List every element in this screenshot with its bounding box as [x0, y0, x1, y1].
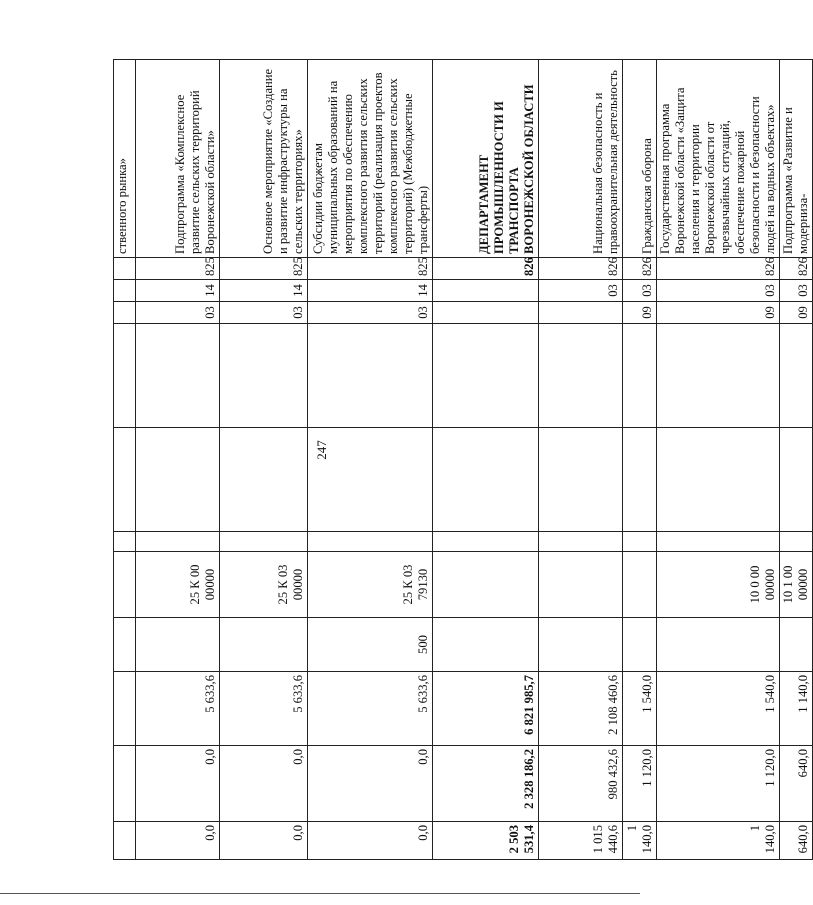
col-blank-1	[539, 428, 623, 532]
col-target-code: 25 К 03 00000	[220, 552, 308, 618]
col-expense-type	[539, 618, 623, 672]
table-row	[433, 60, 539, 860]
col-ministry-code: 825	[220, 258, 308, 280]
col-value-3: 0,0	[308, 822, 433, 860]
col-section: 14	[136, 280, 220, 302]
col-name: Подпрограмма «Комплексное развитие сельских территорий Воронежской области»	[136, 60, 220, 258]
col-blank-2	[623, 324, 657, 428]
col-ministry-code: 825	[308, 258, 433, 280]
col-name: Подпрограмма «Развитие и модерниза-	[780, 60, 813, 258]
col-expense-type	[657, 618, 780, 672]
table-row	[308, 60, 433, 860]
col-blank-1	[220, 428, 308, 532]
col-value-1: 5 633,6	[308, 672, 433, 746]
col-gutter	[623, 532, 657, 552]
table-row	[136, 60, 220, 860]
table-row	[657, 60, 780, 860]
col-gutter	[114, 532, 136, 552]
rotated-table-container	[113, 60, 810, 860]
col-value-2: 2 328 186,2	[433, 746, 539, 822]
col-value-1: 5 633,6	[220, 672, 308, 746]
col-blank-1	[136, 428, 220, 532]
col-value-3: 1 140,0	[657, 822, 780, 860]
col-gutter	[433, 532, 539, 552]
col-ministry-code: 826	[623, 258, 657, 280]
col-blank-2	[780, 324, 813, 428]
col-section	[114, 280, 136, 302]
col-blank-2	[308, 324, 433, 428]
col-target-code	[539, 552, 623, 618]
col-subsection: 09	[623, 302, 657, 324]
col-expense-type	[114, 618, 136, 672]
col-subsection: 09	[780, 302, 813, 324]
col-subsection: 03	[308, 302, 433, 324]
col-name: Гражданская оборона	[623, 60, 657, 258]
col-value-3: 2 503 531,4	[433, 822, 539, 860]
col-target-code: 10 0 00 00000	[657, 552, 780, 618]
col-gutter	[539, 532, 623, 552]
col-value-1	[114, 672, 136, 746]
col-section: 03	[780, 280, 813, 302]
col-subsection	[433, 302, 539, 324]
col-section: 03	[539, 280, 623, 302]
budget-table	[113, 59, 813, 860]
col-blank-2	[539, 324, 623, 428]
col-ministry-code: 826	[657, 258, 780, 280]
col-target-code	[114, 552, 136, 618]
col-name: Государственная программа Воронежской области «Защита населения и территории Воронежской области от чрезвычайных ситуаций, обеспечение пожарной безопасности и безопасности людей на водных объектах»	[657, 60, 780, 258]
col-subsection: 03	[220, 302, 308, 324]
col-value-3: 0,0	[220, 822, 308, 860]
col-blank-2	[114, 324, 136, 428]
col-blank-1	[433, 428, 539, 532]
col-name: Субсидии бюджетам муниципальных образований на мероприятия по обеспечению комплексного развития сельских территорий (реализация проектов комплексного развития сельских территорий) (Межбюджетные трансферты)	[308, 60, 433, 258]
col-expense-type	[220, 618, 308, 672]
table-row	[114, 60, 136, 860]
col-gutter	[308, 532, 433, 552]
col-value-1: 1 140,0	[780, 672, 813, 746]
col-expense-type	[623, 618, 657, 672]
col-ministry-code	[114, 258, 136, 280]
col-subsection	[114, 302, 136, 324]
col-gutter	[657, 532, 780, 552]
col-expense-type: 500	[308, 618, 433, 672]
col-value-3: 1 015 440,6	[539, 822, 623, 860]
table-row	[780, 60, 813, 860]
col-section: 14	[220, 280, 308, 302]
col-target-code: 10 1 00 00000	[780, 552, 813, 618]
col-expense-type	[780, 618, 813, 672]
page-number: 247	[314, 440, 329, 460]
table-row	[220, 60, 308, 860]
col-target-code: 25 К 03 79130	[308, 552, 433, 618]
col-blank-1	[657, 428, 780, 532]
col-blank-2	[220, 324, 308, 428]
col-name: ДЕПАРТАМЕНТ ПРОМЫШЛЕННОСТИ И ТРАНСПОРТА ВОРОНЕЖСКОЙ ОБЛАСТИ	[433, 60, 539, 258]
col-value-2: 640,0	[780, 746, 813, 822]
col-gutter	[220, 532, 308, 552]
col-subsection	[539, 302, 623, 324]
col-target-code: 25 К 00 00000	[136, 552, 220, 618]
col-gutter	[136, 532, 220, 552]
col-value-2: 0,0	[308, 746, 433, 822]
bottom-rule	[0, 893, 640, 894]
col-value-1: 2 108 460,6	[539, 672, 623, 746]
col-ministry-code: 825	[136, 258, 220, 280]
col-name: Основное мероприятие «Создание и развитие инфраструктуры на сельских территориях»	[220, 60, 308, 258]
col-value-2: 1 120,0	[623, 746, 657, 822]
col-name: ственного рынка»	[114, 60, 136, 258]
col-blank-1	[308, 428, 433, 532]
col-subsection: 03	[136, 302, 220, 324]
col-target-code	[433, 552, 539, 618]
table-row	[539, 60, 623, 860]
col-value-1: 5 633,6	[136, 672, 220, 746]
col-blank-2	[657, 324, 780, 428]
col-section: 03	[657, 280, 780, 302]
col-blank-2	[136, 324, 220, 428]
col-ministry-code: 826	[780, 258, 813, 280]
col-value-3	[114, 822, 136, 860]
col-section	[433, 280, 539, 302]
col-expense-type	[136, 618, 220, 672]
col-value-2: 1 120,0	[657, 746, 780, 822]
col-blank-1	[623, 428, 657, 532]
col-value-1: 1 540,0	[657, 672, 780, 746]
col-ministry-code: 826	[539, 258, 623, 280]
table-row	[623, 60, 657, 860]
col-section: 03	[623, 280, 657, 302]
col-value-3: 1 140,0	[623, 822, 657, 860]
col-value-3: 0,0	[136, 822, 220, 860]
col-gutter	[780, 532, 813, 552]
col-target-code	[623, 552, 657, 618]
col-value-2: 0,0	[220, 746, 308, 822]
col-blank-2	[433, 324, 539, 428]
col-name: Национальная безопасность и правоохранительная деятельность	[539, 60, 623, 258]
col-blank-1	[780, 428, 813, 532]
col-blank-1	[114, 428, 136, 532]
col-ministry-code: 826	[433, 258, 539, 280]
col-value-3: 640,0	[780, 822, 813, 860]
col-value-1: 1 540,0	[623, 672, 657, 746]
col-expense-type	[433, 618, 539, 672]
col-value-1: 6 821 985,7	[433, 672, 539, 746]
col-value-2	[114, 746, 136, 822]
col-value-2: 0,0	[136, 746, 220, 822]
col-section: 14	[308, 280, 433, 302]
col-subsection: 09	[657, 302, 780, 324]
col-value-2: 980 432,6	[539, 746, 623, 822]
